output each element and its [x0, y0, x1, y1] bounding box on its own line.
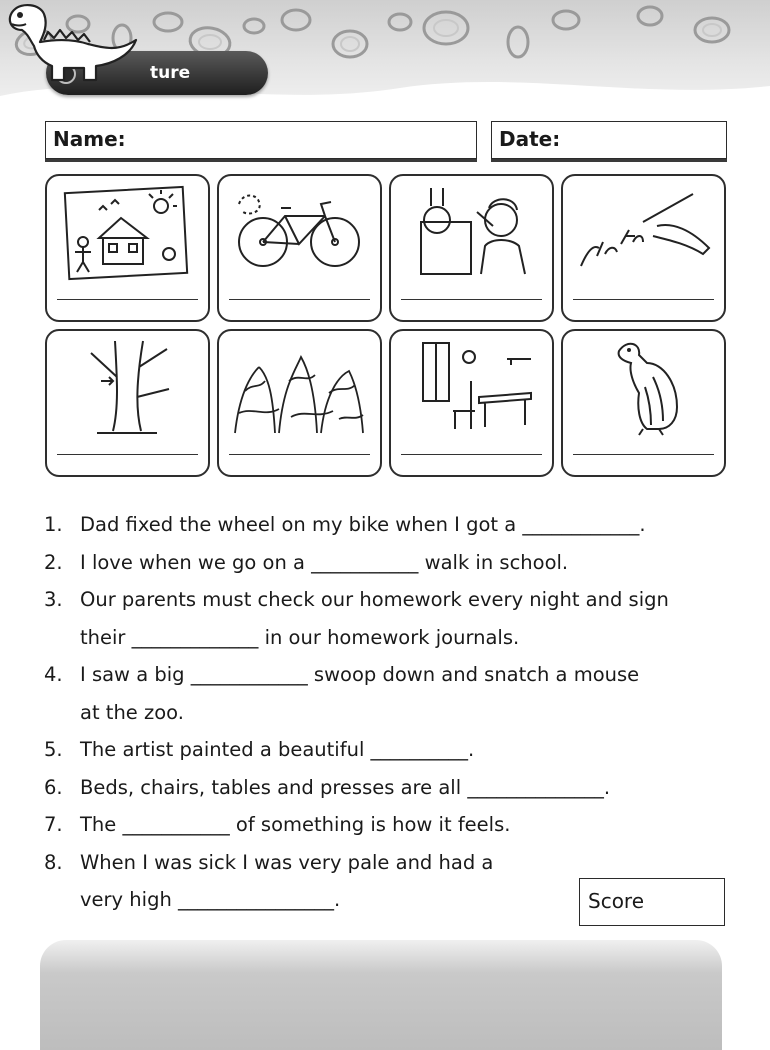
- question-text: Beds, chairs, tables and presses are all ______________.: [80, 775, 611, 799]
- picture-card-bicycle: [217, 174, 382, 322]
- question-number: 2.: [44, 550, 63, 574]
- question-number: 6.: [44, 775, 63, 799]
- score-box[interactable]: [579, 878, 725, 926]
- question-item: [44, 769, 734, 807]
- answer-line[interactable]: [57, 299, 198, 300]
- picture-card-furniture: [389, 329, 554, 477]
- question-number: 3.: [44, 588, 63, 611]
- vulture-icon: [573, 337, 713, 437]
- question-text: Dad fixed the wheel on my bike when I got a ____________.: [80, 513, 646, 536]
- dinosaur-icon: [0, 0, 140, 86]
- picture-card-jungle: [217, 329, 382, 477]
- date-field[interactable]: [491, 121, 727, 159]
- question-text: I saw a big ____________ swoop down and snatch a mouse: [80, 663, 640, 686]
- header-band: [0, 0, 770, 112]
- answer-line[interactable]: [229, 454, 370, 455]
- question-number: 7.: [44, 813, 63, 836]
- bicycle-icon: [229, 182, 369, 282]
- question-text: The artist painted a beautiful __________.: [80, 738, 475, 761]
- question-text: The ___________ of something is how it feels.: [80, 813, 511, 836]
- picture-card-tree: [45, 329, 210, 477]
- question-number: 5.: [44, 738, 63, 761]
- furniture-icon: [401, 337, 541, 437]
- name-field[interactable]: [45, 121, 477, 159]
- question-item: [44, 581, 734, 656]
- question-number: 8.: [44, 850, 63, 874]
- answer-line[interactable]: [401, 454, 542, 455]
- question-text-continued: their _____________ in our homework journals.: [80, 625, 520, 649]
- picture-card-thermometer: [389, 174, 554, 322]
- signature-hand-icon: [573, 182, 713, 282]
- tree-icon: [57, 337, 197, 437]
- question-list: [44, 506, 734, 919]
- answer-line[interactable]: [573, 299, 714, 300]
- boy-thermometer-icon: [401, 182, 541, 282]
- jungle-icon: [229, 337, 369, 437]
- question-item: [44, 506, 734, 544]
- question-number: 4.: [44, 663, 63, 686]
- picture-card-house: [45, 174, 210, 322]
- answer-line[interactable]: [573, 454, 714, 455]
- question-text: Our parents must check our homework every night and sign: [80, 588, 669, 611]
- house-drawing-icon: [57, 182, 197, 282]
- date-label: Date:: [499, 127, 561, 151]
- picture-card-vulture: [561, 329, 726, 477]
- score-label: Score: [588, 889, 645, 913]
- question-text: When I was sick I was very pale and had a: [80, 850, 494, 874]
- worksheet-title: ture: [150, 63, 191, 83]
- question-item: [44, 656, 734, 731]
- question-text-continued: at the zoo.: [80, 700, 184, 724]
- picture-card-signature: [561, 174, 726, 322]
- question-text: I love when we go on a ___________ walk in school.: [80, 550, 569, 574]
- question-item: [44, 806, 734, 844]
- answer-line[interactable]: [401, 299, 542, 300]
- question-item: [44, 731, 734, 769]
- answer-line[interactable]: [57, 454, 198, 455]
- answer-line[interactable]: [229, 299, 370, 300]
- name-label: Name:: [53, 127, 126, 151]
- footer-band: [40, 940, 722, 1050]
- question-item: [44, 544, 734, 582]
- question-text-continued: very high ________________.: [80, 888, 341, 911]
- question-number: 1.: [44, 513, 63, 536]
